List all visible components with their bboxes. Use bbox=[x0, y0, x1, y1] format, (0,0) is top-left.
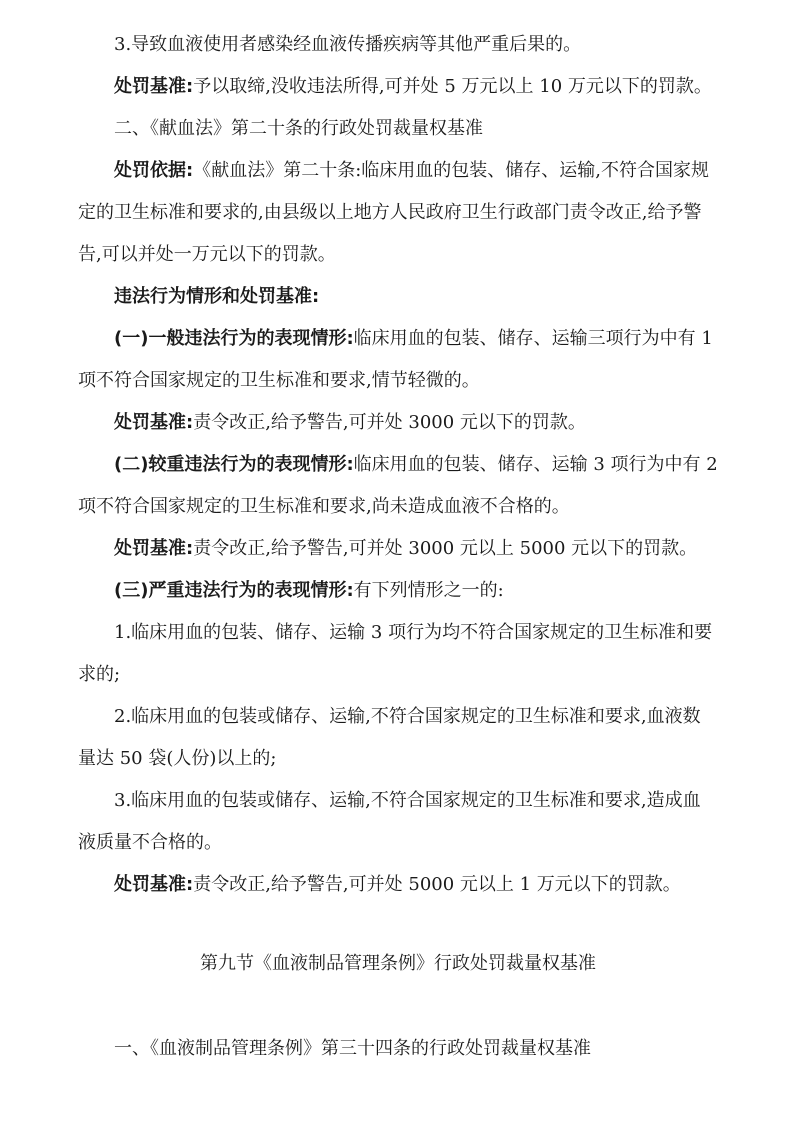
paragraph-text: 第九节《血液制品管理条例》行政处罚裁量权基准 bbox=[200, 953, 596, 974]
paragraph-text: 临床用血的包装、储存、运输三项行为中有 1 项不符合国家规定的卫生标准和要求,情节轻微的。 bbox=[78, 328, 713, 391]
paragraph-general-violation bbox=[78, 318, 718, 402]
paragraph-lead: (一)一般违法行为的表现情形: bbox=[114, 328, 354, 349]
paragraph-lead: 处罚依据: bbox=[114, 160, 194, 181]
paragraph-text: 二、《献血法》第二十条的行政处罚裁量权基准 bbox=[114, 118, 483, 139]
paragraph-violation-heading bbox=[78, 276, 718, 318]
paragraph-text: 3.导致血液使用者感染经血液传播疾病等其他严重后果的。 bbox=[114, 34, 582, 55]
paragraph-lead: (三)严重违法行为的表现情形: bbox=[114, 580, 354, 601]
paragraph-serious-violation bbox=[78, 444, 718, 528]
paragraph-lead: 处罚基准: bbox=[114, 538, 194, 559]
paragraph-lead: (二)较重违法行为的表现情形: bbox=[114, 454, 354, 475]
paragraph-text: 3.临床用血的包装或储存、运输,不符合国家规定的卫生标准和要求,造成血液质量不合格的。 bbox=[78, 790, 701, 853]
paragraph-severe-violation bbox=[78, 570, 718, 612]
paragraph-text: 予以取缔,没收违法所得,可并处 5 万元以上 10 万元以下的罚款。 bbox=[193, 76, 712, 97]
paragraph-text: 1.临床用血的包装、储存、运输 3 项行为均不符合国家规定的卫生标准和要求的; bbox=[78, 622, 713, 685]
paragraph-penalty-standard-3 bbox=[78, 528, 718, 570]
paragraph-text: 有下列情形之一的: bbox=[353, 580, 504, 601]
paragraph-text: 《献血法》第二十条:临床用血的包装、储存、运输,不符合国家规定的卫生标准和要求的,由县级以上地方人民政府卫生行政部门责令改正,给予警告,可以并处一万元以下的罚款。 bbox=[78, 160, 709, 265]
paragraph-penalty-standard-1 bbox=[78, 66, 718, 108]
paragraph-text: 责令改正,给予警告,可并处 5000 元以上 1 万元以下的罚款。 bbox=[193, 874, 681, 895]
paragraph-penalty-standard-4 bbox=[78, 864, 718, 906]
paragraph-severe-item-1 bbox=[78, 612, 718, 696]
paragraph-text: 责令改正,给予警告,可并处 3000 元以上 5000 元以下的罚款。 bbox=[193, 538, 698, 559]
paragraph-text: 临床用血的包装、储存、运输 3 项行为中有 2 项不符合国家规定的卫生标准和要求,尚未造成血液不合格的。 bbox=[78, 454, 718, 517]
paragraph-severe-item-2 bbox=[78, 696, 718, 780]
paragraph-penalty-standard-2 bbox=[78, 402, 718, 444]
paragraph-penalty-basis bbox=[78, 150, 718, 276]
paragraph-severe-item-3 bbox=[78, 780, 718, 864]
paragraph-lead: 处罚基准: bbox=[114, 874, 194, 895]
section-heading-2 bbox=[78, 108, 718, 150]
paragraph-lead: 处罚基准: bbox=[114, 412, 194, 433]
paragraph-lead: 违法行为情形和处罚基准: bbox=[114, 286, 320, 307]
paragraph-text: 责令改正,给予警告,可并处 3000 元以下的罚款。 bbox=[193, 412, 586, 433]
section-title bbox=[78, 943, 718, 985]
section-heading-1 bbox=[78, 1028, 718, 1070]
paragraph-lead: 处罚基准: bbox=[114, 76, 194, 97]
paragraph-text: 2.临床用血的包装或储存、运输,不符合国家规定的卫生标准和要求,血液数量达 50 袋(人份)以上的; bbox=[78, 706, 701, 769]
paragraph-text: 一、《血液制品管理条例》第三十四条的行政处罚裁量权基准 bbox=[114, 1038, 591, 1059]
paragraph-item-3 bbox=[78, 24, 718, 66]
